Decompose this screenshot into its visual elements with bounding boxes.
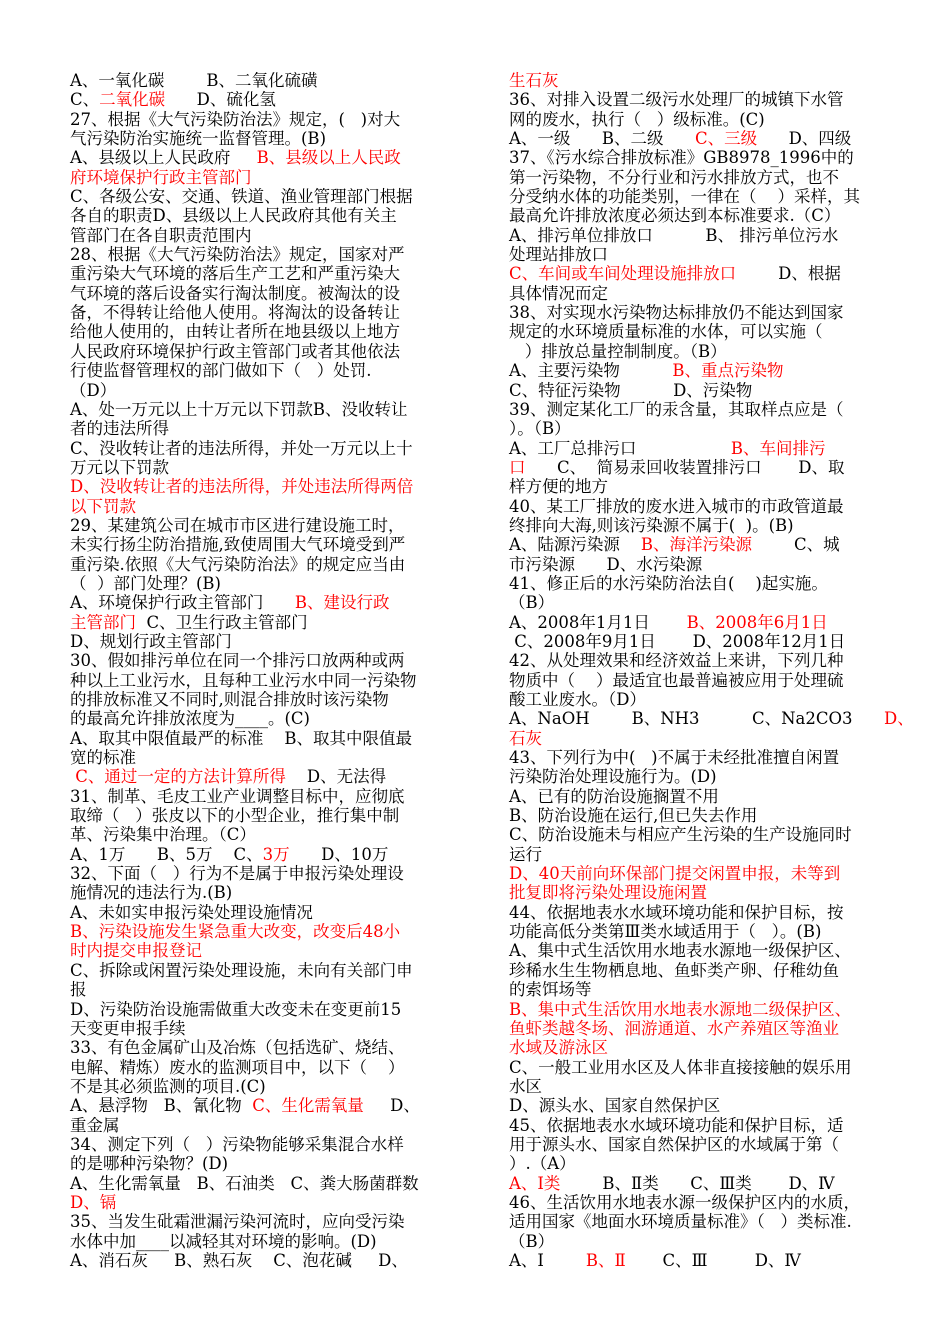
text-line (509, 748, 904, 767)
text-line (509, 226, 904, 245)
text-line (70, 903, 465, 922)
text-segment: A、陆源污染源 (509, 535, 641, 555)
text-line (509, 206, 904, 225)
text-segment: 的最高允许排放浓度为____。(C) (70, 709, 310, 729)
right-column (509, 71, 914, 1270)
text-line (70, 264, 465, 283)
text-segment: C、2008年9月1日 D、2008年12月1日 (509, 631, 846, 651)
answer-highlight: B、县级以上人民政 (256, 148, 401, 168)
text-segment: 功能高低分类第Ⅲ类水域适用于（ ）。(B) (509, 922, 822, 942)
text-line (509, 729, 904, 748)
text-segment: 适用国家《地面水环境质量标准》（ ）类标准. (509, 1212, 852, 1232)
text-segment: 样方便的地方 (509, 477, 608, 497)
text-segment: （D） (70, 380, 117, 400)
text-line (509, 284, 904, 303)
text-line (70, 1193, 465, 1212)
text-segment: 革、污染集中治理。（C） (70, 825, 256, 845)
text-segment: 重金属 (70, 1115, 120, 1135)
text-segment: 43、下列行为中( )不属于未经批准擅自闲置 (509, 748, 840, 768)
text-segment: A、消石灰 B、熟石灰 C、泡花碱 D、 (70, 1250, 408, 1270)
text-segment: 31、制革、毛皮工业产业调整目标中，应彻底 (70, 786, 405, 806)
answer-highlight: B、污染设施发生紧急重大改变，改变后48小 (70, 922, 401, 942)
text-line (70, 574, 465, 593)
text-line (509, 574, 904, 593)
text-segment: A、一级 B、二级 (509, 129, 695, 149)
text-line (509, 961, 904, 980)
text-segment: 种以上工业污水，且每种工业污水中同一污染物 (70, 670, 417, 690)
text-segment: 物质中（ ）最适宜也最普遍被应用于处理硫 (509, 670, 844, 690)
text-segment: 具体情况而定 (509, 283, 608, 303)
text-line (70, 322, 465, 341)
text-line (70, 342, 465, 361)
text-segment: C、 (70, 90, 100, 110)
text-segment: 38、对实现水污染物达标排放仍不能达到国家 (509, 303, 844, 323)
text-line (509, 806, 904, 825)
text-segment: 人民政府环境保护行政主管部门或者其他依法 (70, 341, 400, 361)
text-line (70, 709, 465, 728)
text-line (70, 1154, 465, 1173)
text-segment: 35、当发生砒霜泄漏污染河流时，应向受污染 (70, 1212, 405, 1232)
text-segment: 32、下面（ ）行为不是属于申报污染处理设 (70, 864, 404, 884)
text-segment: A、取其中限值最严的标准 B、取其中限值最 (70, 728, 413, 748)
text-line (70, 245, 465, 264)
text-segment: C、城 (752, 535, 840, 555)
text-segment: B、防治设施在运行,但已失去作用 (509, 806, 758, 826)
text-line (509, 1135, 904, 1154)
text-line (509, 1232, 904, 1251)
answer-highlight: C、通过一定的方法计算所得 (75, 767, 286, 787)
text-line (70, 90, 465, 109)
text-segment: 水体中加____以减轻其对环境的影响。(D) (70, 1231, 377, 1251)
text-segment: C、防治设施未与相应产生污染的生产设施同时 (509, 825, 852, 845)
text-line (509, 767, 904, 786)
answer-highlight: B、集中式生活饮用水地表水源地二级保护区、 (509, 999, 852, 1019)
text-segment: C、一般工业用水区及人体非直接接触的娱乐用 (509, 1057, 852, 1077)
answer-highlight: 水域及游泳区 (509, 1038, 608, 1058)
text-segment: 电解、精炼）废水的监测项目中，以下（ ） (70, 1057, 405, 1077)
text-segment: A、处一万元以上十万元以下罚款B、没收转让 (70, 399, 408, 419)
text-line (509, 941, 904, 960)
answer-highlight: 府环境保护行政主管部门 (70, 167, 252, 187)
text-line (509, 845, 904, 864)
text-line (70, 1174, 465, 1193)
answer-highlight: 生石灰 (509, 71, 559, 90)
text-segment: 市污染源 D、水污染源 (509, 554, 703, 574)
text-segment: 34、测定下列（ ）污染物能够采集混合水样 (70, 1134, 404, 1154)
text-segment: （B） (509, 593, 555, 613)
text-segment: ）。（B） (509, 419, 571, 439)
text-line (509, 168, 904, 187)
text-line (509, 825, 904, 844)
text-line (70, 400, 465, 419)
text-segment: D、 (363, 1096, 420, 1116)
text-line (70, 148, 465, 167)
text-segment: （ ）部门处理？(B) (70, 573, 221, 593)
text-segment: 27、根据《大气污染防治法》规定，( )对大 (70, 109, 401, 129)
text-line (509, 632, 904, 651)
text-line (70, 883, 465, 902)
text-line (70, 613, 465, 632)
text-segment: A、一氧化碳 B、二氧化硫磺 (70, 71, 318, 90)
text-segment: D、10万 (289, 844, 389, 864)
text-segment: 的是哪种污染物？(D) (70, 1154, 229, 1174)
text-line (70, 110, 465, 129)
text-segment: 44、依据地表水水域环境功能和保护目标，按 (509, 902, 844, 922)
text-line (509, 535, 904, 554)
text-line (70, 632, 465, 651)
text-line (509, 690, 904, 709)
text-line (509, 555, 904, 574)
text-line (509, 381, 904, 400)
text-line (509, 1058, 904, 1077)
left-column (70, 71, 465, 1270)
text-segment: 规定的水环境质量标准的水体，可以实施（ (509, 322, 823, 342)
text-segment: 30、假如排污单位在同一个排污口放两种或两 (70, 651, 405, 671)
text-line (70, 71, 465, 90)
text-segment: 未实行扬尘防治措施,致使周围大气环境受到严 (70, 535, 406, 555)
text-line (509, 110, 904, 129)
text-line (70, 806, 465, 825)
text-segment: 备，不得转让给他人使用。将淘汰的设备转让 (70, 303, 400, 323)
text-line (509, 303, 904, 322)
text-line (70, 226, 465, 245)
text-line (509, 322, 904, 341)
text-segment: 46、生活饮用水地表水源一级保护区内的水质， (509, 1192, 860, 1212)
text-line (509, 883, 904, 902)
text-line (70, 1232, 465, 1251)
text-line (509, 187, 904, 206)
text-line (70, 845, 465, 864)
text-segment: 29、某建筑公司在城市市区进行建设施工时， (70, 515, 405, 535)
text-line (70, 555, 465, 574)
text-segment: A、已有的防治设施搁置不用 (509, 786, 719, 806)
text-line (70, 593, 465, 612)
text-line (70, 458, 465, 477)
text-segment: 28、根据《大气污染防治法》规定，国家对严 (70, 245, 405, 265)
text-segment: A、悬浮物 B、氰化物 (70, 1096, 253, 1116)
text-segment: 重污染大气环境的落后生产工艺和严重污染大 (70, 264, 400, 284)
answer-highlight: B、车间排污 (730, 438, 826, 458)
text-line (509, 922, 904, 941)
text-segment: C、特征污染物 D、污染物 (509, 380, 753, 400)
text-segment: 污染防治处理设施行为。(D) (509, 767, 717, 787)
text-line (70, 477, 465, 496)
text-segment: ）排放总量控制制度。（B） (509, 341, 727, 361)
text-segment: C、Ⅲ D、Ⅳ (625, 1250, 801, 1270)
text-segment: 水区 (509, 1076, 542, 1096)
text-segment: A、主要污染物 (509, 361, 673, 381)
text-line (70, 1251, 465, 1270)
text-line (509, 264, 904, 283)
text-line (509, 400, 904, 419)
text-segment: B、Ⅱ类 C、Ⅲ类 D、Ⅳ (560, 1173, 835, 1193)
text-segment: 天变更申报手续 (70, 1018, 186, 1038)
text-line (70, 129, 465, 148)
text-line (509, 1096, 904, 1115)
answer-highlight: B、海洋污染源 (640, 535, 753, 555)
text-segment: 用于源头水、国家自然保护区的水域属于第（ (509, 1134, 839, 1154)
text-segment: A、NaOH B、NH3 C、Na2CO3 (509, 709, 884, 729)
text-line (509, 1251, 904, 1270)
text-line (509, 1038, 904, 1057)
text-segment: 的索饵场等 (509, 980, 592, 1000)
text-segment: 40、某工厂排放的废水进入城市的市政管道最 (509, 496, 844, 516)
text-line (70, 1019, 465, 1038)
text-line (70, 361, 465, 380)
text-segment: 39、测定某化工厂的汞含量，其取样点应是（ (509, 399, 844, 419)
text-segment: 气环境的落后设备实行淘汰制度。被淘汰的设 (70, 283, 400, 303)
text-segment: 37、《污水综合排放标准》GB8978_1996中的 (509, 148, 854, 168)
answer-highlight: B、2008年6月1日 (686, 612, 828, 632)
text-segment: 处理站排放口 (509, 245, 608, 265)
text-segment: A、县级以上人民政府 (70, 148, 257, 168)
text-line (509, 1154, 904, 1173)
text-line (70, 980, 465, 999)
text-segment: 第一污染物，不分行业和污水排放方式，也不 (509, 167, 839, 187)
text-segment: 33、有色金属矿山及冶炼（包括选矿、烧结、 (70, 1038, 405, 1058)
answer-highlight: D、 (883, 709, 914, 729)
text-line (509, 419, 904, 438)
text-segment: A、集中式生活饮用水地表水源地一级保护区、 (509, 941, 851, 961)
text-line (70, 439, 465, 458)
answer-highlight: 以下罚款 (70, 496, 136, 516)
text-segment: A、排污单位排放口 B、 排污单位污水 (509, 225, 839, 245)
text-segment: D、根据 (736, 264, 841, 284)
text-line (509, 1019, 904, 1038)
text-line (70, 671, 465, 690)
text-line (70, 535, 465, 554)
text-segment: 的排放标准又不同时,则混合排放时该污染物 (70, 690, 389, 709)
answer-highlight: C、三级 (694, 129, 758, 149)
text-segment: 各自的职责D、县级以上人民政府其他有关主 (70, 206, 397, 226)
text-segment: ）.（A） (509, 1154, 576, 1174)
text-segment: C、卫生行政主管部门 (136, 612, 308, 632)
text-segment: 行使监督管理权的部门做如下（ ）处罚. (70, 361, 372, 381)
text-segment: D、硫化氢 (165, 90, 276, 110)
answer-highlight: 时内提交申报登记 (70, 941, 202, 961)
text-line (509, 1212, 904, 1231)
text-line (70, 1096, 465, 1115)
text-line (509, 129, 904, 148)
text-segment: 运行 (509, 844, 542, 864)
text-line (70, 1038, 465, 1057)
text-line (70, 748, 465, 767)
text-segment: 万元以下罚款 (70, 457, 169, 477)
answer-highlight: 主管部门 (70, 612, 136, 632)
text-line (70, 825, 465, 844)
text-line (70, 516, 465, 535)
text-line (70, 961, 465, 980)
text-line (509, 593, 904, 612)
text-segment: 重污染.依照《大气污染防治法》的规定应当由 (70, 554, 406, 574)
text-segment: A、生化需氧量 B、石油类 C、粪大肠菌群数 (70, 1173, 419, 1193)
text-segment: 气污染防治实施统一监督管理。(B) (70, 129, 326, 149)
text-segment: D、源头水、国家自然保护区 (509, 1096, 721, 1116)
text-segment: A、Ⅰ (509, 1250, 586, 1270)
text-line (509, 864, 904, 883)
text-segment: 酸工业废水。（D） (509, 690, 646, 709)
text-line (70, 1135, 465, 1154)
answer-highlight: 鱼虾类越冬场、洄游通道、水产养殖区等渔业 (509, 1018, 839, 1038)
text-segment: 45、依据地表水水域环境功能和保护目标，适 (509, 1115, 844, 1135)
answer-highlight: 口 (509, 457, 526, 477)
text-segment: A、工厂总排污口 (509, 438, 731, 458)
answer-highlight: 二氧化碳 (99, 90, 166, 110)
text-line (509, 90, 904, 109)
text-line (70, 651, 465, 670)
text-line (70, 284, 465, 303)
text-line (70, 497, 465, 516)
text-line (509, 1116, 904, 1135)
answer-highlight: 石灰 (509, 728, 542, 748)
text-segment: A、未如实申报污染处理设施情况 (70, 902, 313, 922)
text-segment: 者的违法所得 (70, 419, 169, 439)
text-line (509, 709, 914, 729)
text-line (70, 1212, 465, 1231)
text-line (70, 941, 465, 960)
text-line (509, 148, 904, 167)
answer-highlight: 批复即将污染处理设施闲置 (509, 883, 707, 903)
text-line (509, 516, 904, 535)
text-line (70, 787, 465, 806)
text-line (70, 206, 465, 225)
answer-highlight: B、建设行政 (294, 593, 390, 613)
text-segment: 宽的标准 (70, 748, 136, 768)
text-segment: 管部门在各自职责范围内 (70, 225, 252, 245)
text-segment: A、1万 B、5万 C、 (70, 844, 263, 864)
text-line (70, 864, 465, 883)
text-line (509, 458, 904, 477)
text-segment: A、2008年1月1日 (509, 612, 687, 632)
text-segment: 网的废水，执行（ ）级标准。(C) (509, 109, 765, 129)
text-segment: 取缔（ ）张皮以下的小型企业，推行集中制 (70, 806, 400, 826)
answer-highlight: C、车间或车间处理设施排放口 (509, 264, 737, 284)
text-segment: C、各级公安、交通、铁道、渔业管理部门根据 (70, 187, 413, 207)
answer-highlight: C、生化需氧量 (252, 1096, 364, 1116)
answer-highlight: D、镉 (70, 1192, 117, 1212)
text-line (509, 613, 904, 632)
text-line (70, 767, 465, 786)
text-line (509, 903, 904, 922)
text-line (509, 671, 904, 690)
text-segment: D、无法得 (285, 767, 387, 787)
text-line (509, 245, 904, 264)
text-line (509, 361, 904, 380)
answer-highlight: B、Ⅱ (585, 1250, 626, 1270)
text-line (509, 651, 904, 670)
text-segment: D、四级 (757, 129, 852, 149)
text-line (70, 729, 465, 748)
text-line (70, 419, 465, 438)
text-segment: 给他人使用的，由转让者所在地县级以上地方 (70, 322, 400, 342)
answer-highlight: A、Ⅰ类 (509, 1173, 561, 1193)
text-line (509, 342, 904, 361)
text-line (509, 1000, 904, 1019)
text-line (70, 690, 465, 709)
answer-highlight: D、没收转让者的违法所得，并处违法所得两倍 (70, 477, 414, 497)
text-line (70, 1000, 465, 1019)
text-line (509, 477, 904, 496)
text-line (70, 303, 465, 322)
text-segment: D、污染防治设施需做重大改变未在变更前15 (70, 999, 402, 1019)
text-segment: 42、从处理效果和经济效益上来讲，下列几种 (509, 651, 844, 671)
text-line (509, 980, 904, 999)
text-segment: 36、对排入设置二级污水处理厂的城镇下水管 (509, 90, 844, 110)
answer-highlight: D、40天前向环保部门提交闲置申报，未等到 (509, 864, 841, 884)
text-line (509, 497, 904, 516)
text-line (509, 439, 904, 458)
text-segment: 不是其必须监测的项目.(C) (70, 1076, 266, 1096)
text-line (70, 1058, 465, 1077)
answer-highlight: B、重点污染物 (672, 361, 784, 381)
text-segment: 终排向大海,则该污染源不属于( )。(B) (509, 515, 794, 535)
text-segment: 41、修正后的水污染防治法自( )起实施。 (509, 573, 828, 593)
text-segment: 分受纳水体的功能类别，一律在（ ）采样，其 (509, 187, 860, 207)
text-line (509, 1077, 904, 1096)
text-line (509, 1193, 904, 1212)
text-line (70, 1077, 465, 1096)
text-line (70, 1116, 465, 1135)
text-segment: 珍稀水生生物栖息地、鱼虾类产卵、仔稚幼鱼 (509, 960, 839, 980)
text-segment: （B） (509, 1231, 555, 1251)
text-segment: 报 (70, 980, 87, 1000)
text-line (70, 922, 465, 941)
text-line (70, 381, 465, 400)
text-segment: 最高允许排放浓度必须达到本标准要求.（C） (509, 206, 841, 226)
text-line (70, 187, 465, 206)
text-segment: C、 简易汞回收装置排污口 D、取 (525, 457, 845, 477)
text-segment: D、规划行政主管部门 (70, 631, 232, 651)
text-line (509, 71, 904, 90)
text-line (70, 168, 465, 187)
text-line (509, 787, 904, 806)
answer-highlight: 3万 (262, 844, 290, 864)
text-segment: 施情况的违法行为.(B) (70, 883, 233, 903)
text-segment: A、环境保护行政主管部门 (70, 593, 295, 613)
text-segment: C、没收转让者的违法所得，并处一万元以上十 (70, 438, 413, 458)
text-segment: C、拆除或闲置污染处理设施，未向有关部门申 (70, 960, 413, 980)
text-line (509, 1174, 904, 1193)
